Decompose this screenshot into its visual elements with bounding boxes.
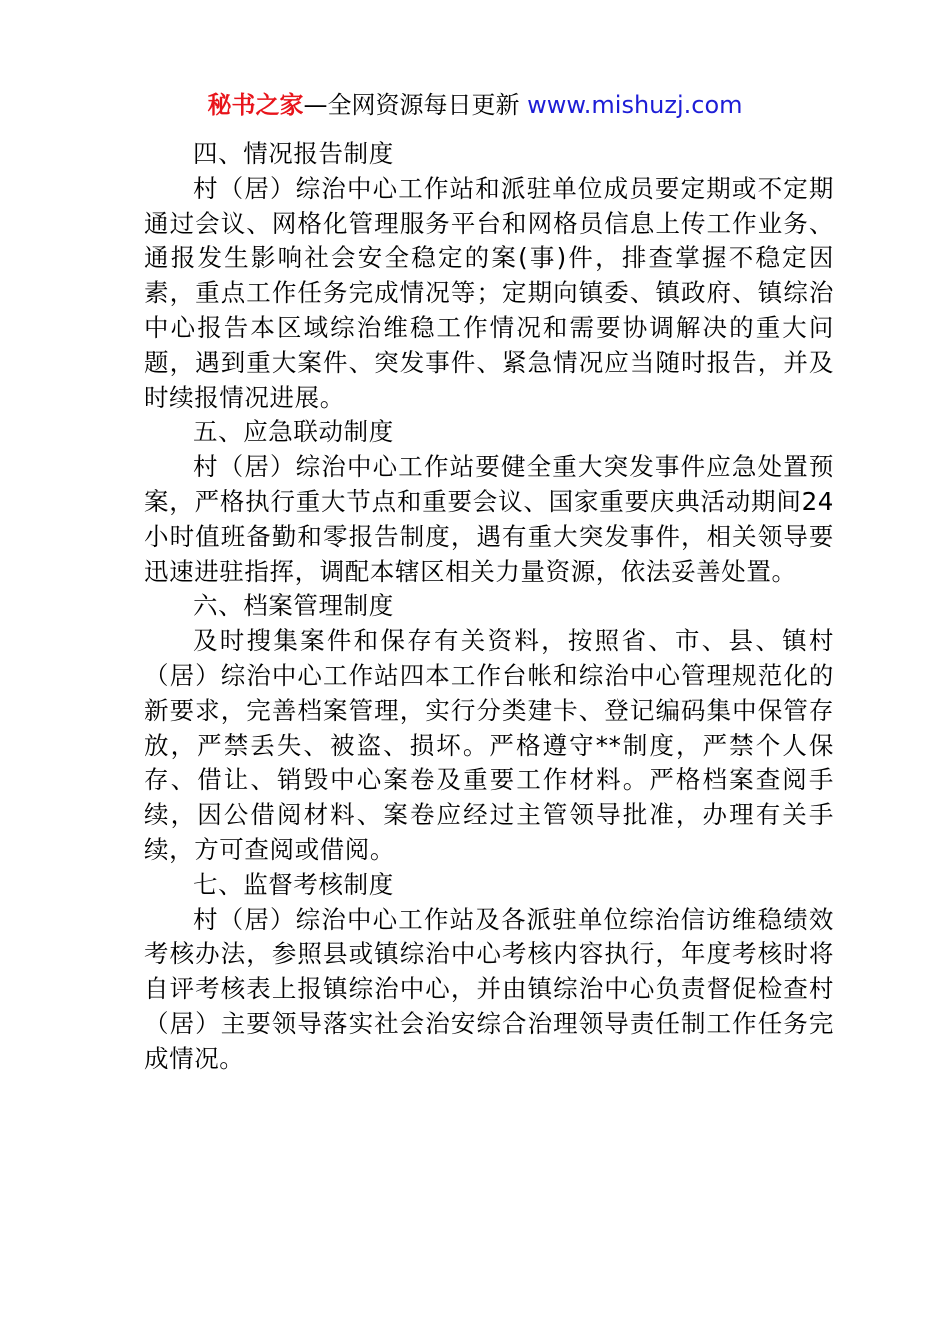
page-header bbox=[0, 88, 950, 122]
section-heading-supervision: 七、监督考核制度 bbox=[193, 869, 394, 899]
paragraph-archive: 及时搜集案件和保存有关资料，按照省、市、县、镇村（居）综治中心工作站四本工作台帐和综治中心管理规范化的新要求，完善档案管理，实行分类建卡、登记编码集中保管存放，严禁丢失、被盗、损坏。严格遵守**制度，严禁个人保存、借让、销毁中心案卷及重要工作材料。严格档案查阅手续，因公借阅材料、案卷应经过主管领导批准，办理有关手续，方可查阅或借阅。 bbox=[144, 626, 834, 864]
paragraph-supervision: 村（居）综治中心工作站及各派驻单位综治信访维稳绩效考核办法，参照县或镇综治中心考核内容执行，年度考核时将自评考核表上报镇综治中心，并由镇综治中心负责督促检查村（居）主要领导落实社会治安综合治理领导责任制工作任务完成情况。 bbox=[144, 904, 834, 1073]
brand-name: 秘书之家 bbox=[207, 91, 304, 119]
document-body bbox=[144, 137, 834, 1077]
section-heading-report: 四、情况报告制度 bbox=[193, 139, 394, 168]
section-heading-emergency: 五、应急联动制度 bbox=[193, 417, 394, 447]
paragraph-emergency: 村（居）综治中心工作站要健全重大突发事件应急处置预案，严格执行重大节点和重要会议、国家重要庆典活动期间24小时值班备勤和零报告制度，遇有重大突发事件，相关领导要迅速进驻指挥，调配本辖区相关力量资源，依法妥善处置。 bbox=[144, 452, 834, 586]
header-tagline: —全网资源每日更新 bbox=[303, 91, 528, 119]
paragraph-report: 村（居）综治中心工作站和派驻单位成员要定期或不定期通过会议、网格化管理服务平台和网格员信息上传工作业务、通报发生影响社会安全稳定的案(事)件，排查掌握不稳定因素，重点工作任务完成情况等；定期向镇委、镇政府、镇综治中心报告本区域综治维稳工作情况和需要协调解决的重大问题，遇到重大案件、突发事件、紧急情况应当随时报告，并及时续报情况进展。 bbox=[144, 173, 834, 412]
site-url-link[interactable]: www.mishuzj.com bbox=[527, 91, 743, 119]
section-heading-archive: 六、档案管理制度 bbox=[193, 591, 394, 621]
